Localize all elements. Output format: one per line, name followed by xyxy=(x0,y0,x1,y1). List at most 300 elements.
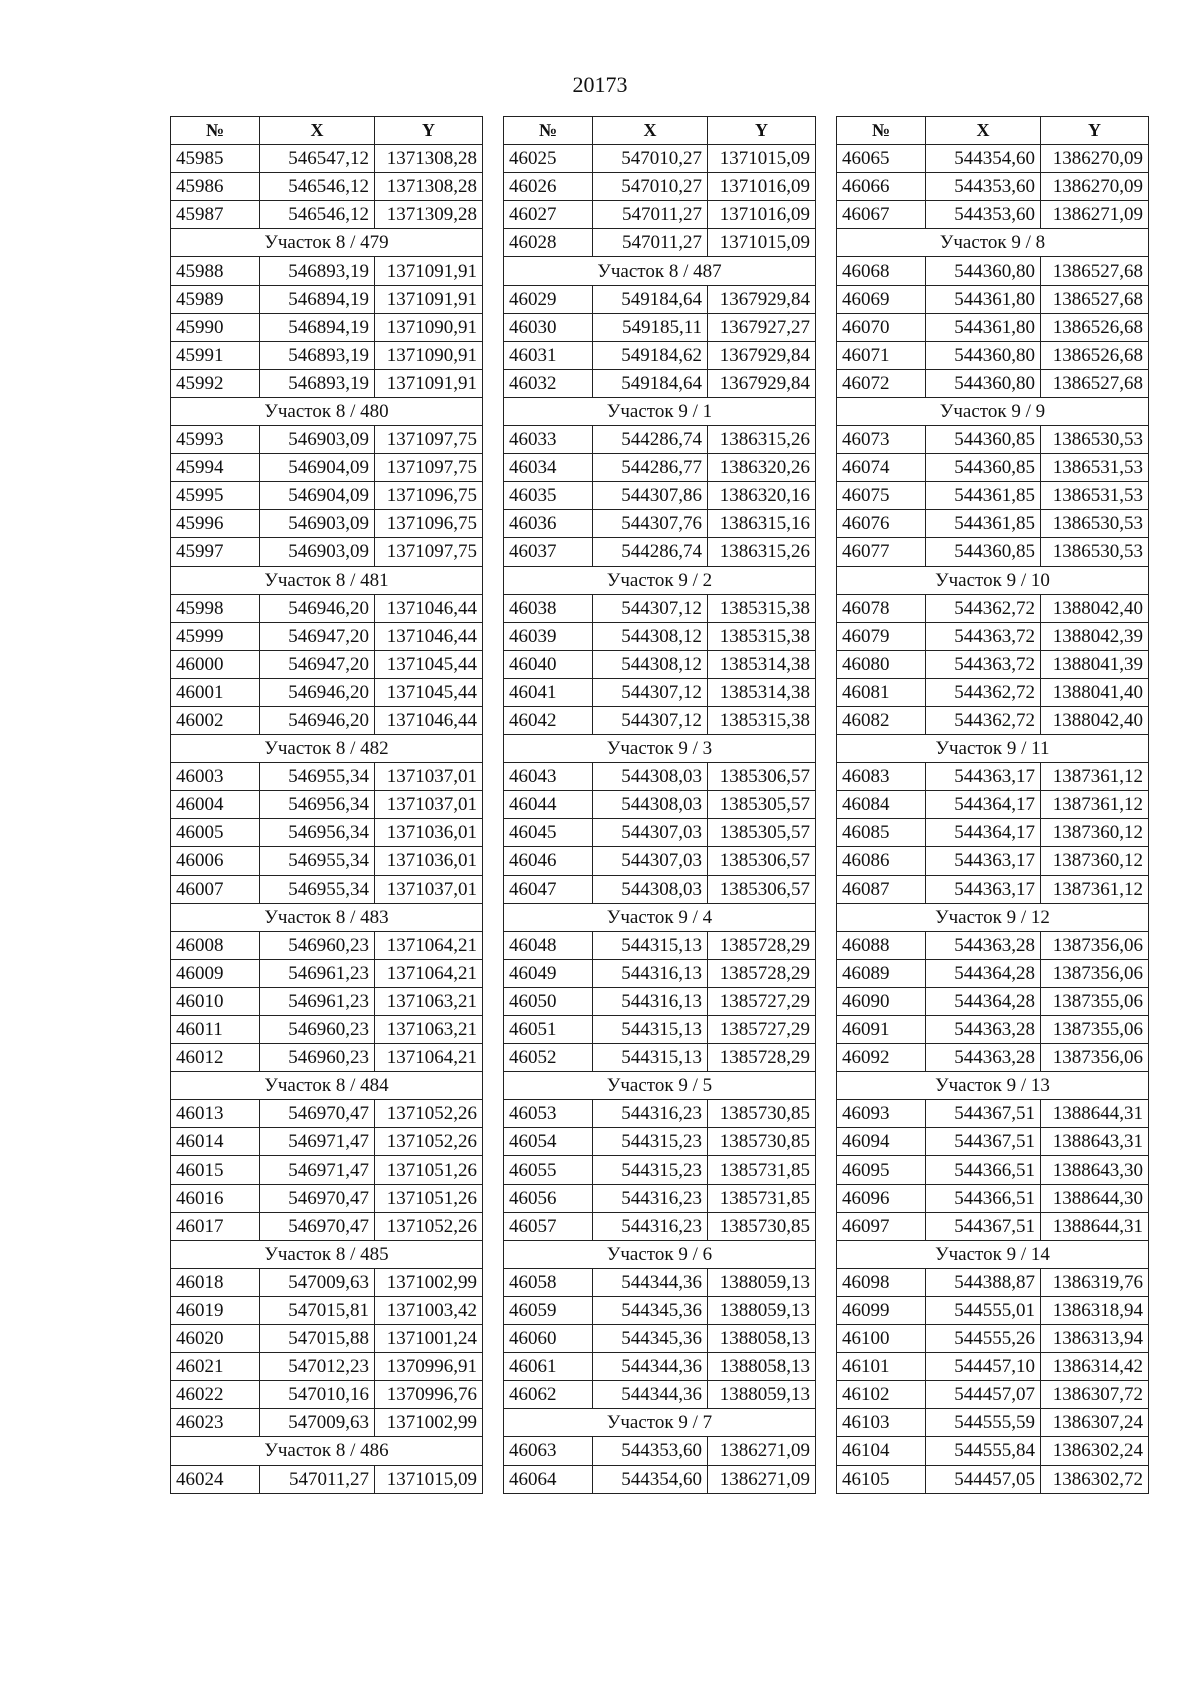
y-coordinate: 1371036,01 xyxy=(375,819,483,847)
y-coordinate: 1386270,09 xyxy=(1041,173,1149,201)
y-coordinate: 1367927,27 xyxy=(708,313,816,341)
table-row xyxy=(171,987,483,1015)
y-coordinate: 1385306,57 xyxy=(708,847,816,875)
y-coordinate: 1386526,68 xyxy=(1041,313,1149,341)
table-row xyxy=(504,959,816,987)
table-row xyxy=(504,1381,816,1409)
x-coordinate: 544361,85 xyxy=(926,482,1041,510)
table-row xyxy=(504,285,816,313)
x-coordinate: 549184,62 xyxy=(593,341,708,369)
point-number: 46004 xyxy=(171,791,260,819)
header-number: № xyxy=(837,117,926,145)
x-coordinate: 544307,12 xyxy=(593,706,708,734)
y-coordinate: 1386270,09 xyxy=(1041,145,1149,173)
y-coordinate: 1386302,24 xyxy=(1041,1437,1149,1465)
x-coordinate: 544362,72 xyxy=(926,706,1041,734)
y-coordinate: 1370996,76 xyxy=(375,1381,483,1409)
table-header-row xyxy=(171,117,483,145)
point-number: 46080 xyxy=(837,650,926,678)
point-number: 45987 xyxy=(171,201,260,229)
point-number: 46090 xyxy=(837,987,926,1015)
y-coordinate: 1371037,01 xyxy=(375,791,483,819)
section-row xyxy=(171,1437,483,1465)
x-coordinate: 546904,09 xyxy=(260,454,375,482)
x-coordinate: 546893,19 xyxy=(260,257,375,285)
x-coordinate: 544360,85 xyxy=(926,426,1041,454)
x-coordinate: 544315,23 xyxy=(593,1156,708,1184)
x-coordinate: 546960,23 xyxy=(260,931,375,959)
x-coordinate: 544360,80 xyxy=(926,369,1041,397)
point-number: 46071 xyxy=(837,341,926,369)
x-coordinate: 544366,51 xyxy=(926,1184,1041,1212)
table-row xyxy=(504,201,816,229)
x-coordinate: 544363,72 xyxy=(926,650,1041,678)
table-row xyxy=(837,1465,1149,1493)
y-coordinate: 1388059,13 xyxy=(708,1296,816,1324)
x-coordinate: 546546,12 xyxy=(260,173,375,201)
x-coordinate: 544364,17 xyxy=(926,819,1041,847)
table-row xyxy=(504,987,816,1015)
point-number: 45989 xyxy=(171,285,260,313)
point-number: 46073 xyxy=(837,426,926,454)
y-coordinate: 1371063,21 xyxy=(375,987,483,1015)
table-row xyxy=(504,1184,816,1212)
table-row xyxy=(504,706,816,734)
table-row xyxy=(837,959,1149,987)
section-title: Участок 9 / 8 xyxy=(837,229,1149,257)
point-number: 45991 xyxy=(171,341,260,369)
y-coordinate: 1388643,30 xyxy=(1041,1156,1149,1184)
table-row xyxy=(171,369,483,397)
table-row xyxy=(171,847,483,875)
section-title: Участок 9 / 6 xyxy=(504,1240,816,1268)
table-row xyxy=(837,791,1149,819)
section-row xyxy=(504,735,816,763)
y-coordinate: 1371016,09 xyxy=(708,201,816,229)
y-coordinate: 1371308,28 xyxy=(375,173,483,201)
point-number: 46010 xyxy=(171,987,260,1015)
table-row xyxy=(171,257,483,285)
x-coordinate: 547015,81 xyxy=(260,1296,375,1324)
table-row xyxy=(171,285,483,313)
table-row xyxy=(504,1437,816,1465)
x-coordinate: 549185,11 xyxy=(593,313,708,341)
section-row xyxy=(171,735,483,763)
table-row xyxy=(504,1212,816,1240)
x-coordinate: 544344,36 xyxy=(593,1268,708,1296)
y-coordinate: 1388041,40 xyxy=(1041,678,1149,706)
x-coordinate: 546961,23 xyxy=(260,959,375,987)
point-number: 46053 xyxy=(504,1100,593,1128)
x-coordinate: 544353,60 xyxy=(593,1437,708,1465)
y-coordinate: 1388058,13 xyxy=(708,1325,816,1353)
x-coordinate: 544555,84 xyxy=(926,1437,1041,1465)
point-number: 46035 xyxy=(504,482,593,510)
section-row xyxy=(504,257,816,285)
x-coordinate: 544315,13 xyxy=(593,1016,708,1044)
x-coordinate: 546947,20 xyxy=(260,622,375,650)
y-coordinate: 1371015,09 xyxy=(708,145,816,173)
x-coordinate: 544308,12 xyxy=(593,622,708,650)
x-coordinate: 547010,27 xyxy=(593,173,708,201)
y-coordinate: 1386271,09 xyxy=(708,1465,816,1493)
point-number: 46102 xyxy=(837,1381,926,1409)
y-coordinate: 1371001,24 xyxy=(375,1325,483,1353)
point-number: 46036 xyxy=(504,510,593,538)
point-number: 46099 xyxy=(837,1296,926,1324)
section-row xyxy=(837,566,1149,594)
x-coordinate: 544344,36 xyxy=(593,1381,708,1409)
point-number: 46052 xyxy=(504,1044,593,1072)
point-number: 46012 xyxy=(171,1044,260,1072)
table-row xyxy=(171,1465,483,1493)
y-coordinate: 1371046,44 xyxy=(375,594,483,622)
point-number: 46103 xyxy=(837,1409,926,1437)
x-coordinate: 547012,23 xyxy=(260,1353,375,1381)
x-coordinate: 546955,34 xyxy=(260,847,375,875)
point-number: 46026 xyxy=(504,173,593,201)
table-row xyxy=(837,257,1149,285)
y-coordinate: 1371037,01 xyxy=(375,875,483,903)
point-number: 46054 xyxy=(504,1128,593,1156)
table-row xyxy=(837,1016,1149,1044)
x-coordinate: 544555,26 xyxy=(926,1325,1041,1353)
table-row xyxy=(504,341,816,369)
point-number: 46008 xyxy=(171,931,260,959)
x-coordinate: 544457,07 xyxy=(926,1381,1041,1409)
table-row xyxy=(504,678,816,706)
x-coordinate: 544361,80 xyxy=(926,285,1041,313)
x-coordinate: 544286,77 xyxy=(593,454,708,482)
point-number: 46007 xyxy=(171,875,260,903)
y-coordinate: 1386302,72 xyxy=(1041,1465,1149,1493)
section-title: Участок 8 / 485 xyxy=(171,1240,483,1268)
x-coordinate: 544457,10 xyxy=(926,1353,1041,1381)
x-coordinate: 544363,28 xyxy=(926,931,1041,959)
y-coordinate: 1385315,38 xyxy=(708,594,816,622)
point-number: 46027 xyxy=(504,201,593,229)
table-row xyxy=(504,1268,816,1296)
x-coordinate: 544316,13 xyxy=(593,987,708,1015)
y-coordinate: 1386307,72 xyxy=(1041,1381,1149,1409)
y-coordinate: 1386527,68 xyxy=(1041,369,1149,397)
y-coordinate: 1387356,06 xyxy=(1041,959,1149,987)
point-number: 46087 xyxy=(837,875,926,903)
section-title: Участок 8 / 486 xyxy=(171,1437,483,1465)
point-number: 46096 xyxy=(837,1184,926,1212)
point-number: 46017 xyxy=(171,1212,260,1240)
table-row xyxy=(504,1156,816,1184)
y-coordinate: 1371097,75 xyxy=(375,454,483,482)
table-row xyxy=(837,1296,1149,1324)
point-number: 46078 xyxy=(837,594,926,622)
table-row xyxy=(837,454,1149,482)
x-coordinate: 544363,72 xyxy=(926,622,1041,650)
x-coordinate: 544388,87 xyxy=(926,1268,1041,1296)
table-row xyxy=(837,145,1149,173)
x-coordinate: 546547,12 xyxy=(260,145,375,173)
header-number: № xyxy=(171,117,260,145)
point-number: 46042 xyxy=(504,706,593,734)
table-row xyxy=(171,426,483,454)
x-coordinate: 544307,76 xyxy=(593,510,708,538)
point-number: 46086 xyxy=(837,847,926,875)
point-number: 46037 xyxy=(504,538,593,566)
y-coordinate: 1371015,09 xyxy=(375,1465,483,1493)
x-coordinate: 544362,72 xyxy=(926,678,1041,706)
point-number: 46098 xyxy=(837,1268,926,1296)
y-coordinate: 1385728,29 xyxy=(708,1044,816,1072)
y-coordinate: 1371091,91 xyxy=(375,257,483,285)
x-coordinate: 544345,36 xyxy=(593,1296,708,1324)
y-coordinate: 1388644,31 xyxy=(1041,1212,1149,1240)
section-title: Участок 9 / 1 xyxy=(504,397,816,425)
x-coordinate: 549184,64 xyxy=(593,369,708,397)
section-row xyxy=(504,1240,816,1268)
x-coordinate: 544307,86 xyxy=(593,482,708,510)
section-title: Участок 8 / 480 xyxy=(171,397,483,425)
table-row xyxy=(504,847,816,875)
y-coordinate: 1386527,68 xyxy=(1041,285,1149,313)
y-coordinate: 1385305,57 xyxy=(708,791,816,819)
point-number: 46024 xyxy=(171,1465,260,1493)
y-coordinate: 1385731,85 xyxy=(708,1184,816,1212)
y-coordinate: 1371046,44 xyxy=(375,706,483,734)
table-row xyxy=(837,1437,1149,1465)
table-row xyxy=(837,1268,1149,1296)
point-number: 46003 xyxy=(171,763,260,791)
y-coordinate: 1387355,06 xyxy=(1041,1016,1149,1044)
x-coordinate: 547011,27 xyxy=(593,201,708,229)
point-number: 46061 xyxy=(504,1353,593,1381)
section-row xyxy=(171,566,483,594)
y-coordinate: 1367929,84 xyxy=(708,369,816,397)
x-coordinate: 544353,60 xyxy=(926,173,1041,201)
point-number: 46084 xyxy=(837,791,926,819)
y-coordinate: 1388041,39 xyxy=(1041,650,1149,678)
x-coordinate: 547010,27 xyxy=(593,145,708,173)
point-number: 46104 xyxy=(837,1437,926,1465)
x-coordinate: 544367,51 xyxy=(926,1128,1041,1156)
point-number: 46069 xyxy=(837,285,926,313)
x-coordinate: 546894,19 xyxy=(260,313,375,341)
table-row xyxy=(171,1268,483,1296)
table-row xyxy=(504,369,816,397)
point-number: 46025 xyxy=(504,145,593,173)
point-number: 46023 xyxy=(171,1409,260,1437)
table-row xyxy=(504,229,816,257)
table-row xyxy=(837,622,1149,650)
y-coordinate: 1385731,85 xyxy=(708,1156,816,1184)
y-coordinate: 1371045,44 xyxy=(375,650,483,678)
y-coordinate: 1371052,26 xyxy=(375,1100,483,1128)
x-coordinate: 547011,27 xyxy=(260,1465,375,1493)
section-title: Участок 9 / 7 xyxy=(504,1409,816,1437)
table-row xyxy=(171,875,483,903)
table-row xyxy=(837,819,1149,847)
table-header-row xyxy=(504,117,816,145)
table-row xyxy=(171,341,483,369)
y-coordinate: 1371052,26 xyxy=(375,1212,483,1240)
point-number: 46043 xyxy=(504,763,593,791)
y-coordinate: 1386530,53 xyxy=(1041,510,1149,538)
table-row xyxy=(837,1353,1149,1381)
section-title: Участок 8 / 487 xyxy=(504,257,816,285)
y-coordinate: 1371051,26 xyxy=(375,1184,483,1212)
y-coordinate: 1385730,85 xyxy=(708,1212,816,1240)
x-coordinate: 544316,13 xyxy=(593,959,708,987)
x-coordinate: 546961,23 xyxy=(260,987,375,1015)
point-number: 46060 xyxy=(504,1325,593,1353)
y-coordinate: 1385315,38 xyxy=(708,622,816,650)
point-number: 46085 xyxy=(837,819,926,847)
table-row xyxy=(171,482,483,510)
table-row xyxy=(837,1100,1149,1128)
point-number: 46083 xyxy=(837,763,926,791)
table-row xyxy=(171,1100,483,1128)
table-row xyxy=(171,763,483,791)
y-coordinate: 1385314,38 xyxy=(708,678,816,706)
point-number: 46105 xyxy=(837,1465,926,1493)
x-coordinate: 544286,74 xyxy=(593,426,708,454)
table-row xyxy=(504,482,816,510)
table-row xyxy=(504,594,816,622)
table-row xyxy=(837,706,1149,734)
point-number: 46068 xyxy=(837,257,926,285)
y-coordinate: 1371309,28 xyxy=(375,201,483,229)
coordinates-table-3 xyxy=(836,116,1149,1494)
x-coordinate: 544363,28 xyxy=(926,1016,1041,1044)
y-coordinate: 1386526,68 xyxy=(1041,341,1149,369)
x-coordinate: 546946,20 xyxy=(260,678,375,706)
point-number: 46040 xyxy=(504,650,593,678)
table-row xyxy=(171,454,483,482)
x-coordinate: 547010,16 xyxy=(260,1381,375,1409)
table-row xyxy=(171,538,483,566)
table-row xyxy=(837,341,1149,369)
x-coordinate: 544360,85 xyxy=(926,454,1041,482)
point-number: 46050 xyxy=(504,987,593,1015)
table-row xyxy=(504,791,816,819)
point-number: 46002 xyxy=(171,706,260,734)
header-y: Y xyxy=(375,117,483,145)
y-coordinate: 1385306,57 xyxy=(708,875,816,903)
x-coordinate: 544315,13 xyxy=(593,931,708,959)
point-number: 46075 xyxy=(837,482,926,510)
section-row xyxy=(837,1072,1149,1100)
x-coordinate: 544457,05 xyxy=(926,1465,1041,1493)
y-coordinate: 1385305,57 xyxy=(708,819,816,847)
x-coordinate: 544345,36 xyxy=(593,1325,708,1353)
table-row xyxy=(171,678,483,706)
table-row xyxy=(837,1156,1149,1184)
point-number: 46044 xyxy=(504,791,593,819)
y-coordinate: 1387356,06 xyxy=(1041,1044,1149,1072)
point-number: 46028 xyxy=(504,229,593,257)
point-number: 46013 xyxy=(171,1100,260,1128)
table-row xyxy=(837,482,1149,510)
x-coordinate: 544286,74 xyxy=(593,538,708,566)
table-row xyxy=(171,1353,483,1381)
x-coordinate: 544366,51 xyxy=(926,1156,1041,1184)
section-title: Участок 8 / 482 xyxy=(171,735,483,763)
section-row xyxy=(837,1240,1149,1268)
header-x: X xyxy=(593,117,708,145)
table-row xyxy=(171,594,483,622)
point-number: 46046 xyxy=(504,847,593,875)
point-number: 46095 xyxy=(837,1156,926,1184)
x-coordinate: 544308,03 xyxy=(593,791,708,819)
x-coordinate: 544367,51 xyxy=(926,1100,1041,1128)
point-number: 46015 xyxy=(171,1156,260,1184)
y-coordinate: 1386315,16 xyxy=(708,510,816,538)
point-number: 46000 xyxy=(171,650,260,678)
y-coordinate: 1371036,01 xyxy=(375,847,483,875)
table-row xyxy=(504,510,816,538)
y-coordinate: 1387361,12 xyxy=(1041,875,1149,903)
point-number: 46020 xyxy=(171,1325,260,1353)
point-number: 46088 xyxy=(837,931,926,959)
section-row xyxy=(837,903,1149,931)
point-number: 46101 xyxy=(837,1353,926,1381)
point-number: 46089 xyxy=(837,959,926,987)
point-number: 46041 xyxy=(504,678,593,706)
x-coordinate: 546960,23 xyxy=(260,1016,375,1044)
point-number: 46072 xyxy=(837,369,926,397)
x-coordinate: 544316,23 xyxy=(593,1212,708,1240)
point-number: 46065 xyxy=(837,145,926,173)
table-row xyxy=(837,1128,1149,1156)
y-coordinate: 1386314,42 xyxy=(1041,1353,1149,1381)
table-row xyxy=(171,1016,483,1044)
section-title: Участок 9 / 10 xyxy=(837,566,1149,594)
section-title: Участок 8 / 481 xyxy=(171,566,483,594)
section-row xyxy=(171,1240,483,1268)
y-coordinate: 1371096,75 xyxy=(375,510,483,538)
table-row xyxy=(171,1296,483,1324)
section-title: Участок 9 / 14 xyxy=(837,1240,1149,1268)
y-coordinate: 1387355,06 xyxy=(1041,987,1149,1015)
x-coordinate: 546903,09 xyxy=(260,426,375,454)
y-coordinate: 1386527,68 xyxy=(1041,257,1149,285)
y-coordinate: 1371046,44 xyxy=(375,622,483,650)
y-coordinate: 1385727,29 xyxy=(708,1016,816,1044)
table-row xyxy=(837,1212,1149,1240)
table-row xyxy=(504,1044,816,1072)
table-row xyxy=(837,987,1149,1015)
y-coordinate: 1371096,75 xyxy=(375,482,483,510)
point-number: 46100 xyxy=(837,1325,926,1353)
table-row xyxy=(504,875,816,903)
y-coordinate: 1371091,91 xyxy=(375,369,483,397)
point-number: 45986 xyxy=(171,173,260,201)
x-coordinate: 546903,09 xyxy=(260,510,375,538)
table-row xyxy=(504,1325,816,1353)
table-row xyxy=(837,1381,1149,1409)
y-coordinate: 1386271,09 xyxy=(1041,201,1149,229)
table-row xyxy=(504,1465,816,1493)
y-coordinate: 1385306,57 xyxy=(708,763,816,791)
y-coordinate: 1388042,40 xyxy=(1041,706,1149,734)
table-row xyxy=(171,622,483,650)
table-row xyxy=(837,1044,1149,1072)
section-row xyxy=(171,1072,483,1100)
header-y: Y xyxy=(1041,117,1149,145)
table-row xyxy=(504,931,816,959)
x-coordinate: 546946,20 xyxy=(260,706,375,734)
point-number: 46070 xyxy=(837,313,926,341)
y-coordinate: 1386318,94 xyxy=(1041,1296,1149,1324)
